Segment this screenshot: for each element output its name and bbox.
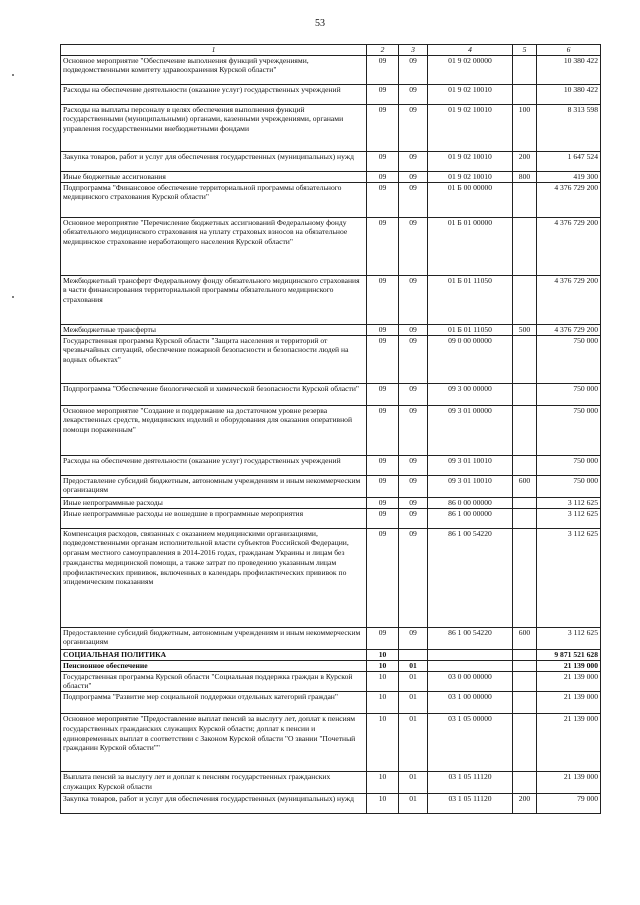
table-row: [61, 84, 601, 104]
cell-name: Межбюджетные трансферты: [61, 324, 367, 335]
cell-amount: 750 000: [537, 405, 601, 455]
cell-target-article: [428, 649, 513, 660]
cell-subsection: 01: [399, 772, 428, 794]
cell-section: 10: [367, 649, 399, 660]
cell-expense-type: 800: [513, 171, 537, 182]
cell-name: Основное мероприятие "Предоставление выплат пенсий за выслугу лет, доплат к пенсиям государственных гражданских служащих Курской области; доплат к пенсии и единовременных выплат в соответствии с Законом Курской области "О звании "Почетный гражданин Курской области"": [61, 714, 367, 772]
cell-section: 09: [367, 324, 399, 335]
cell-target-article: 86 0 00 00000: [428, 497, 513, 508]
cell-target-article: 86 1 00 54220: [428, 528, 513, 627]
cell-amount: 3 112 625: [537, 528, 601, 627]
cell-subsection: 09: [399, 182, 428, 217]
cell-expense-type: [513, 182, 537, 217]
cell-amount: 1 647 524: [537, 151, 601, 171]
cell-subsection: 01: [399, 660, 428, 671]
cell-target-article: 01 Б 01 00000: [428, 217, 513, 275]
cell-section: 10: [367, 660, 399, 671]
cell-section: 09: [367, 151, 399, 171]
cell-section: 09: [367, 405, 399, 455]
cell-target-article: 01 9 02 10010: [428, 151, 513, 171]
cell-name: Подпрограмма "Финансовое обеспечение территориальной программы обязательного медицинского страхования Курской области": [61, 182, 367, 217]
cell-section: 09: [367, 275, 399, 324]
table-row: [61, 714, 601, 772]
cell-name: Закупка товаров, работ и услуг для обеспечения государственных (муниципальных) нужд: [61, 151, 367, 171]
table-row: [61, 151, 601, 171]
header-row: [61, 45, 601, 56]
cell-section: 10: [367, 671, 399, 691]
column-header-name: 1: [61, 45, 367, 56]
cell-expense-type: 500: [513, 324, 537, 335]
cell-section: 09: [367, 104, 399, 151]
cell-target-article: 01 Б 01 11050: [428, 324, 513, 335]
cell-amount: 750 000: [537, 475, 601, 497]
cell-section: 10: [367, 794, 399, 814]
column-header-amount: 6: [537, 45, 601, 56]
cell-amount: 4 376 729 200: [537, 324, 601, 335]
table-row: [61, 475, 601, 497]
cell-target-article: 86 1 00 54220: [428, 627, 513, 649]
cell-target-article: 03 1 05 11120: [428, 772, 513, 794]
cell-subsection: 09: [399, 497, 428, 508]
cell-amount: 3 112 625: [537, 508, 601, 528]
cell-amount: 79 000: [537, 794, 601, 814]
table-row: [61, 660, 601, 671]
cell-amount: 8 313 598: [537, 104, 601, 151]
table-row: [61, 182, 601, 217]
table-row: [61, 671, 601, 691]
table-row: [61, 528, 601, 627]
cell-subsection: 01: [399, 671, 428, 691]
cell-name: Основное мероприятие "Создание и поддержание на достаточном уровне резерва лекарственных средств, медицинских изделий и оборудования для оказания оперативной помощи пораженным": [61, 405, 367, 455]
cell-amount: 9 871 521 628: [537, 649, 601, 660]
cell-section: 09: [367, 528, 399, 627]
cell-expense-type: [513, 649, 537, 660]
cell-subsection: 01: [399, 692, 428, 714]
scan-dot: [12, 296, 14, 298]
cell-subsection: 09: [399, 275, 428, 324]
cell-target-article: 01 9 02 10010: [428, 84, 513, 104]
cell-target-article: 01 Б 00 00000: [428, 182, 513, 217]
cell-amount: 419 300: [537, 171, 601, 182]
cell-target-article: 01 9 02 10010: [428, 171, 513, 182]
page-number: 53: [315, 18, 325, 29]
cell-amount: 21 139 000: [537, 714, 601, 772]
cell-target-article: 03 1 00 00000: [428, 692, 513, 714]
cell-target-article: 09 3 01 10010: [428, 475, 513, 497]
cell-target-article: 03 0 00 00000: [428, 671, 513, 691]
cell-amount: 750 000: [537, 335, 601, 383]
cell-section: 09: [367, 217, 399, 275]
cell-name: Выплата пенсий за выслугу лет и доплат к пенсиям государственных гражданских служащих Курской области: [61, 772, 367, 794]
table-row: [61, 772, 601, 794]
cell-subsection: 09: [399, 217, 428, 275]
table-row: [61, 324, 601, 335]
cell-expense-type: [513, 217, 537, 275]
cell-amount: 4 376 729 200: [537, 275, 601, 324]
cell-name: Подпрограмма "Развитие мер социальной поддержки отдельных категорий граждан": [61, 692, 367, 714]
cell-section: 09: [367, 497, 399, 508]
cell-amount: 21 139 000: [537, 660, 601, 671]
scan-dot: [12, 74, 14, 76]
cell-subsection: 09: [399, 84, 428, 104]
cell-subsection: 09: [399, 475, 428, 497]
cell-amount: 750 000: [537, 383, 601, 405]
table-row: [61, 104, 601, 151]
cell-amount: 750 000: [537, 455, 601, 475]
cell-expense-type: [513, 528, 537, 627]
cell-section: 09: [367, 55, 399, 84]
cell-section: 09: [367, 171, 399, 182]
table-row: [61, 55, 601, 84]
cell-amount: 10 380 422: [537, 55, 601, 84]
cell-name: Расходы на обеспечение деятельности (оказание услуг) государственных учреждений: [61, 455, 367, 475]
cell-section: 09: [367, 475, 399, 497]
cell-expense-type: [513, 405, 537, 455]
cell-subsection: 01: [399, 794, 428, 814]
cell-expense-type: [513, 671, 537, 691]
column-header-target-article: 4: [428, 45, 513, 56]
cell-section: 10: [367, 714, 399, 772]
cell-expense-type: [513, 383, 537, 405]
cell-name: Расходы на обеспечение деятельности (оказание услуг) государственных учреждений: [61, 84, 367, 104]
table-row: [61, 455, 601, 475]
cell-name: Предоставление субсидий бюджетным, автономным учреждениям и иным некоммерческим организациям: [61, 475, 367, 497]
column-header-expense-type: 5: [513, 45, 537, 56]
cell-target-article: 03 1 05 00000: [428, 714, 513, 772]
cell-expense-type: [513, 84, 537, 104]
cell-section: 09: [367, 627, 399, 649]
cell-section: 10: [367, 772, 399, 794]
cell-amount: 21 139 000: [537, 671, 601, 691]
cell-subsection: [399, 649, 428, 660]
budget-table: [60, 44, 601, 814]
cell-name: Иные непрограммные расходы: [61, 497, 367, 508]
cell-name: Иные непрограммные расходы не вошедшие в программные мероприятия: [61, 508, 367, 528]
cell-subsection: 09: [399, 171, 428, 182]
cell-expense-type: [513, 660, 537, 671]
cell-name: Государственная программа Курской области "Социальная поддержка граждан в Курской области": [61, 671, 367, 691]
cell-expense-type: [513, 772, 537, 794]
cell-section: 09: [367, 455, 399, 475]
cell-expense-type: 600: [513, 475, 537, 497]
cell-expense-type: [513, 497, 537, 508]
cell-amount: 21 139 000: [537, 692, 601, 714]
column-header-subsection: 3: [399, 45, 428, 56]
cell-name: Подпрограмма "Обеспечение биологической и химической безопасности Курской области": [61, 383, 367, 405]
table-row: [61, 405, 601, 455]
cell-expense-type: [513, 335, 537, 383]
cell-target-article: 01 9 02 10010: [428, 104, 513, 151]
cell-name: Пенсионное обеспечение: [61, 660, 367, 671]
cell-subsection: 09: [399, 508, 428, 528]
cell-subsection: 09: [399, 455, 428, 475]
cell-expense-type: 200: [513, 151, 537, 171]
cell-subsection: 09: [399, 383, 428, 405]
cell-amount: 4 376 729 200: [537, 182, 601, 217]
cell-name: СОЦИАЛЬНАЯ ПОЛИТИКА: [61, 649, 367, 660]
cell-expense-type: [513, 455, 537, 475]
cell-name: Основное мероприятие "Перечисление бюджетных ассигнований Федеральному фонду обязательного медицинского страхования на уплату страховых взносов на обязательное медицинское страхование неработающего населения Курской области": [61, 217, 367, 275]
cell-subsection: 09: [399, 335, 428, 383]
cell-subsection: 09: [399, 528, 428, 627]
cell-target-article: 09 3 01 00000: [428, 405, 513, 455]
column-header-section: 2: [367, 45, 399, 56]
cell-name: Межбюджетный трансферт Федеральному фонду обязательного медицинского страхования в части финансирования территориальной программы обязательного медицинского страхования: [61, 275, 367, 324]
cell-expense-type: [513, 55, 537, 84]
cell-amount: 3 112 625: [537, 497, 601, 508]
cell-name: Предоставление субсидий бюджетным, автономным учреждениям и иным некоммерческим организациям: [61, 627, 367, 649]
cell-target-article: 03 1 05 11120: [428, 794, 513, 814]
table-row: [61, 171, 601, 182]
table-row: [61, 692, 601, 714]
table-row: [61, 497, 601, 508]
cell-section: 09: [367, 335, 399, 383]
table-row: [61, 275, 601, 324]
cell-name: Государственная программа Курской области "Защита населения и территорий от чрезвычайных ситуаций, обеспечение пожарной безопасности и безопасности людей на водных объектах": [61, 335, 367, 383]
cell-amount: 10 380 422: [537, 84, 601, 104]
cell-expense-type: [513, 692, 537, 714]
cell-target-article: 09 0 00 00000: [428, 335, 513, 383]
cell-subsection: 09: [399, 627, 428, 649]
cell-amount: 4 376 729 200: [537, 217, 601, 275]
table-row: [61, 794, 601, 814]
cell-expense-type: [513, 508, 537, 528]
cell-target-article: [428, 660, 513, 671]
cell-target-article: 01 9 02 00000: [428, 55, 513, 84]
table-row: [61, 383, 601, 405]
table-row: [61, 627, 601, 649]
cell-target-article: 09 3 00 00000: [428, 383, 513, 405]
cell-name: Расходы на выплаты персоналу в целях обеспечения выполнения функций государственными (муниципальными) органами, казенными учреждениями, органами управления государственными внебюджетными фондами: [61, 104, 367, 151]
cell-section: 10: [367, 692, 399, 714]
table-row: [61, 217, 601, 275]
cell-name: Закупка товаров, работ и услуг для обеспечения государственных (муниципальных) нужд: [61, 794, 367, 814]
cell-subsection: 09: [399, 405, 428, 455]
cell-expense-type: 200: [513, 794, 537, 814]
cell-subsection: 09: [399, 55, 428, 84]
table-row: [61, 649, 601, 660]
cell-subsection: 09: [399, 324, 428, 335]
cell-subsection: 01: [399, 714, 428, 772]
table-row: [61, 508, 601, 528]
cell-section: 09: [367, 508, 399, 528]
cell-target-article: 09 3 01 10010: [428, 455, 513, 475]
cell-expense-type: 600: [513, 627, 537, 649]
cell-name: Основное мероприятие "Обеспечение выполнения функций учреждениями, подведомственными комитету здравоохранения Курской области": [61, 55, 367, 84]
cell-section: 09: [367, 84, 399, 104]
cell-name: Иные бюджетные ассигнования: [61, 171, 367, 182]
table-row: [61, 335, 601, 383]
cell-expense-type: [513, 714, 537, 772]
cell-name: Компенсация расходов, связанных с оказанием медицинскими организациями, подведомственными органам исполнительной власти субъектов Российской Федерации, органам местного самоуправления в 2014-2016 годах, гражданам Украины и лицам без гражданства медицинской помощи, а также затрат по проведению указанным лицам профилактических прививок, включенных в календарь профилактических прививок по эпидемическим показаниям: [61, 528, 367, 627]
cell-section: 09: [367, 182, 399, 217]
cell-amount: 3 112 625: [537, 627, 601, 649]
cell-expense-type: 100: [513, 104, 537, 151]
table-body: [61, 55, 601, 813]
cell-section: 09: [367, 383, 399, 405]
cell-amount: 21 139 000: [537, 772, 601, 794]
cell-target-article: 86 1 00 00000: [428, 508, 513, 528]
cell-target-article: 01 Б 01 11050: [428, 275, 513, 324]
cell-subsection: 09: [399, 151, 428, 171]
cell-expense-type: [513, 275, 537, 324]
cell-subsection: 09: [399, 104, 428, 151]
